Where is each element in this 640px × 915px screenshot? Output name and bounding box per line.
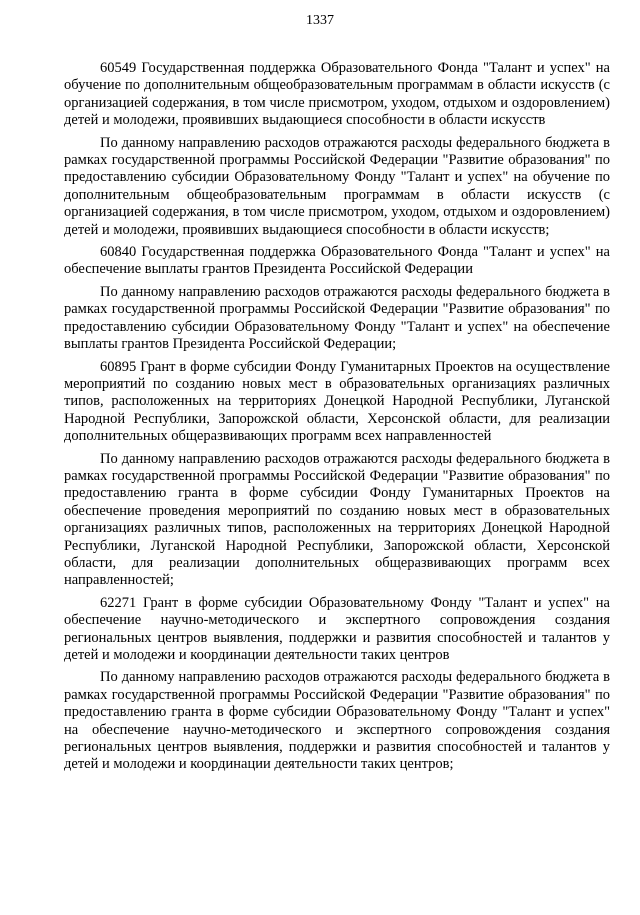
page-number: 1337 [306,13,334,28]
paragraph: По данному направлению расходов отражаются расходы федерального бюджета в рамках государственной программы Российской Федерации "Развитие образования" по предоставлению гранта в форме субсидии Фонду Гуманитарных Проектов на обеспечение проведения мероприятий по созданию новых мест в образовательных организациях различных типов, расположенных на территориях Донецкой Народной Республики, Луганской Народной Республики, Запорожской области, Херсонской области, для реализации дополнительных общеразвивающих программ всех направленностей; [64,450,610,589]
paragraph: По данному направлению расходов отражаются расходы федерального бюджета в рамках государственной программы Российской Федерации "Развитие образования" по предоставлению субсидии Образовательному Фонду "Талант и успех" на обучение по дополнительным общеобразовательным программам в области искусств (с организацией содержания, в том числе присмотром, уходом, отдыхом и оздоровлением) детей и молодежи, проявивших выдающиеся способности в области искусств; [64,134,610,238]
paragraph: 60549 Государственная поддержка Образовательного Фонда "Талант и успех" на обучение по дополнительным общеобразовательным программам в области искусств (с организацией содержания, в том числе присмотром, уходом, отдыхом и оздоровлением) детей и молодежи, проявивших выдающиеся способности в области искусств [64,60,610,129]
paragraph: 60840 Государственная поддержка Образовательного Фонда "Талант и успех" на обеспечение выплаты грантов Президента Российской Федерации [64,244,610,278]
document-body [64,60,610,774]
paragraph: По данному направлению расходов отражаются расходы федерального бюджета в рамках государственной программы Российской Федерации "Развитие образования" по предоставлению субсидии Образовательному Фонду "Талант и успех" на обеспечение выплаты грантов Президента Российской Федерации; [64,283,610,353]
paragraph: 62271 Грант в форме субсидии Образовательному Фонду "Талант и успех" на обеспечение научно-методического и экспертного сопровождения создания региональных центров выявления, поддержки и развития способностей и талантов у детей и молодежи и координации деятельности таких центров [64,594,610,663]
paragraph: По данному направлению расходов отражаются расходы федерального бюджета в рамках государственной программы Российской Федерации "Развитие образования" по предоставлению гранта в форме субсидии Образовательному Фонду "Талант и успех" на обеспечение научно-методического и экспертного сопровождения создания региональных центров выявления, поддержки и развития способностей и талантов у детей и молодежи и координации деятельности таких центров; [64,669,610,773]
paragraph: 60895 Грант в форме субсидии Фонду Гуманитарных Проектов на осуществление мероприятий по созданию новых мест в образовательных организациях различных типов, расположенных на территориях Донецкой Народной Республики, Луганской Народной Республики, Запорожской области, Херсонской области, для реализации дополнительных общеразвивающих программ всех направленностей [64,358,610,445]
